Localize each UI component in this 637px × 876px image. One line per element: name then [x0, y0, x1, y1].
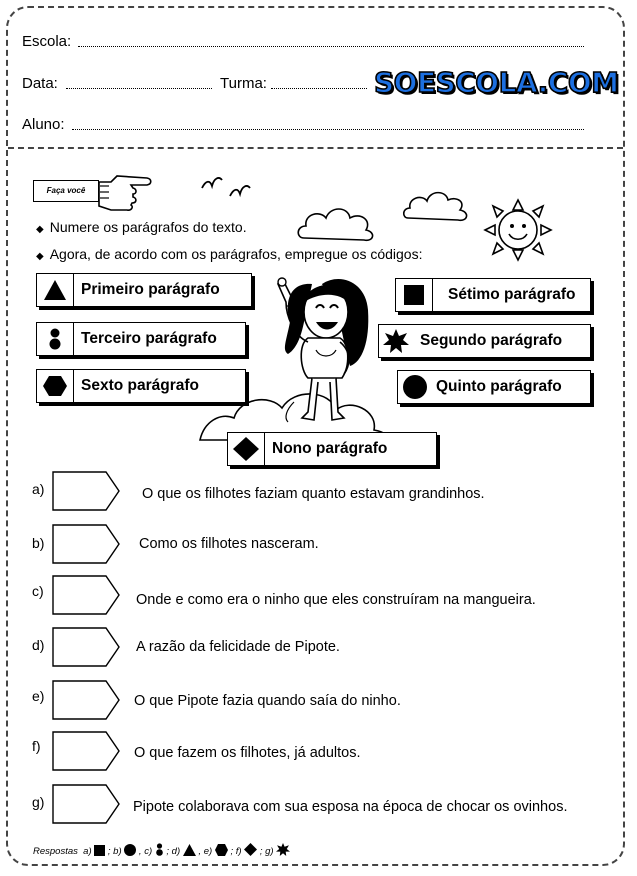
code-card-sexto [36, 369, 246, 403]
cloud-small-icon [402, 186, 472, 226]
code-label: Quinto parágrafo [436, 378, 562, 395]
code-symbol [37, 323, 74, 355]
question-text: O que os filhotes faziam quanto estavam grandinhos. [142, 486, 485, 502]
code-card-segundo [378, 324, 591, 358]
date-field[interactable] [66, 88, 212, 89]
code-label: Primeiro parágrafo [81, 281, 220, 298]
two-dots-icon [43, 328, 67, 350]
circle-icon [124, 844, 136, 856]
school-field[interactable] [78, 46, 584, 47]
header-divider [8, 147, 623, 149]
code-symbol [37, 370, 74, 402]
code-symbol [396, 279, 433, 311]
question-letter: f) [32, 738, 41, 754]
square-icon [402, 284, 426, 306]
code-card-setimo [395, 278, 591, 312]
question-text: A razão da felicidade de Pipote. [136, 639, 340, 655]
instruction-1: ◆ Numere os parágrafos do texto. [36, 219, 247, 235]
answer-key: Respostas a) ; b) , c) ; d) , e) ; f) ; g) [33, 843, 290, 857]
activity-badge: Faça você [33, 180, 99, 202]
student-label: Aluno: [22, 116, 65, 133]
answer-key-label: Respostas [33, 846, 78, 857]
question-text: Como os filhotes nasceram. [139, 536, 319, 552]
code-symbol [398, 371, 434, 403]
code-symbol [228, 433, 265, 465]
square-icon [94, 845, 105, 856]
diamond-icon [244, 843, 257, 856]
hexagon-icon [43, 375, 67, 397]
code-label: Nono parágrafo [272, 440, 388, 457]
answer-box[interactable] [52, 680, 120, 720]
sun-icon [481, 196, 555, 264]
question-text: O que Pipote fazia quando saía do ninho. [134, 693, 401, 709]
bullet-icon: ◆ [36, 224, 44, 235]
question-letter: d) [32, 637, 45, 653]
answer-box[interactable] [52, 471, 120, 511]
triangle-icon [183, 844, 196, 856]
code-card-primeiro [36, 273, 252, 307]
birds-icon [200, 170, 255, 202]
cloud-icon [296, 200, 378, 244]
question-text: Onde e como era o ninho que eles construíram na mangueira. [136, 592, 536, 608]
pointing-hand-icon [97, 170, 153, 212]
answer-box[interactable] [52, 784, 120, 824]
answer-box[interactable] [52, 731, 120, 771]
class-label: Turma: [220, 75, 267, 92]
hexagon-icon [215, 844, 228, 856]
answer-box[interactable] [52, 524, 120, 564]
diamond-icon [233, 437, 259, 461]
question-text: Pipote colaborava com sua esposa na época de chocar os ovinhos. [133, 799, 568, 815]
code-card-nono [227, 432, 437, 466]
question-letter: b) [32, 535, 45, 551]
student-field[interactable] [72, 129, 584, 130]
class-field[interactable] [271, 88, 367, 89]
answer-box[interactable] [52, 575, 120, 615]
answer-box[interactable] [52, 627, 120, 667]
school-label: Escola: [22, 33, 72, 50]
question-letter: g) [32, 794, 45, 810]
question-letter: c) [32, 583, 44, 599]
site-logo: SOESCOLA.COM [374, 66, 619, 99]
question-letter: a) [32, 481, 45, 497]
star-icon [276, 843, 290, 856]
code-card-terceiro [36, 322, 246, 356]
instruction-2: ◆ Agora, de acordo com os parágrafos, empregue os códigos: [36, 246, 423, 262]
date-label: Data: [22, 75, 58, 92]
code-label: Sétimo parágrafo [448, 286, 576, 303]
star-icon [383, 329, 409, 353]
code-label: Sexto parágrafo [81, 377, 200, 394]
bullet-icon: ◆ [36, 251, 44, 262]
code-symbol [379, 325, 415, 357]
code-card-quinto [397, 370, 591, 404]
triangle-icon [43, 279, 67, 301]
question-text: O que fazem os filhotes, já adultos. [134, 745, 361, 761]
question-letter: e) [32, 688, 45, 704]
code-symbol [37, 274, 74, 306]
code-label: Terceiro parágrafo [81, 330, 217, 347]
code-label: Segundo parágrafo [420, 332, 563, 349]
circle-icon [402, 375, 428, 399]
two-dots-icon [155, 843, 164, 856]
